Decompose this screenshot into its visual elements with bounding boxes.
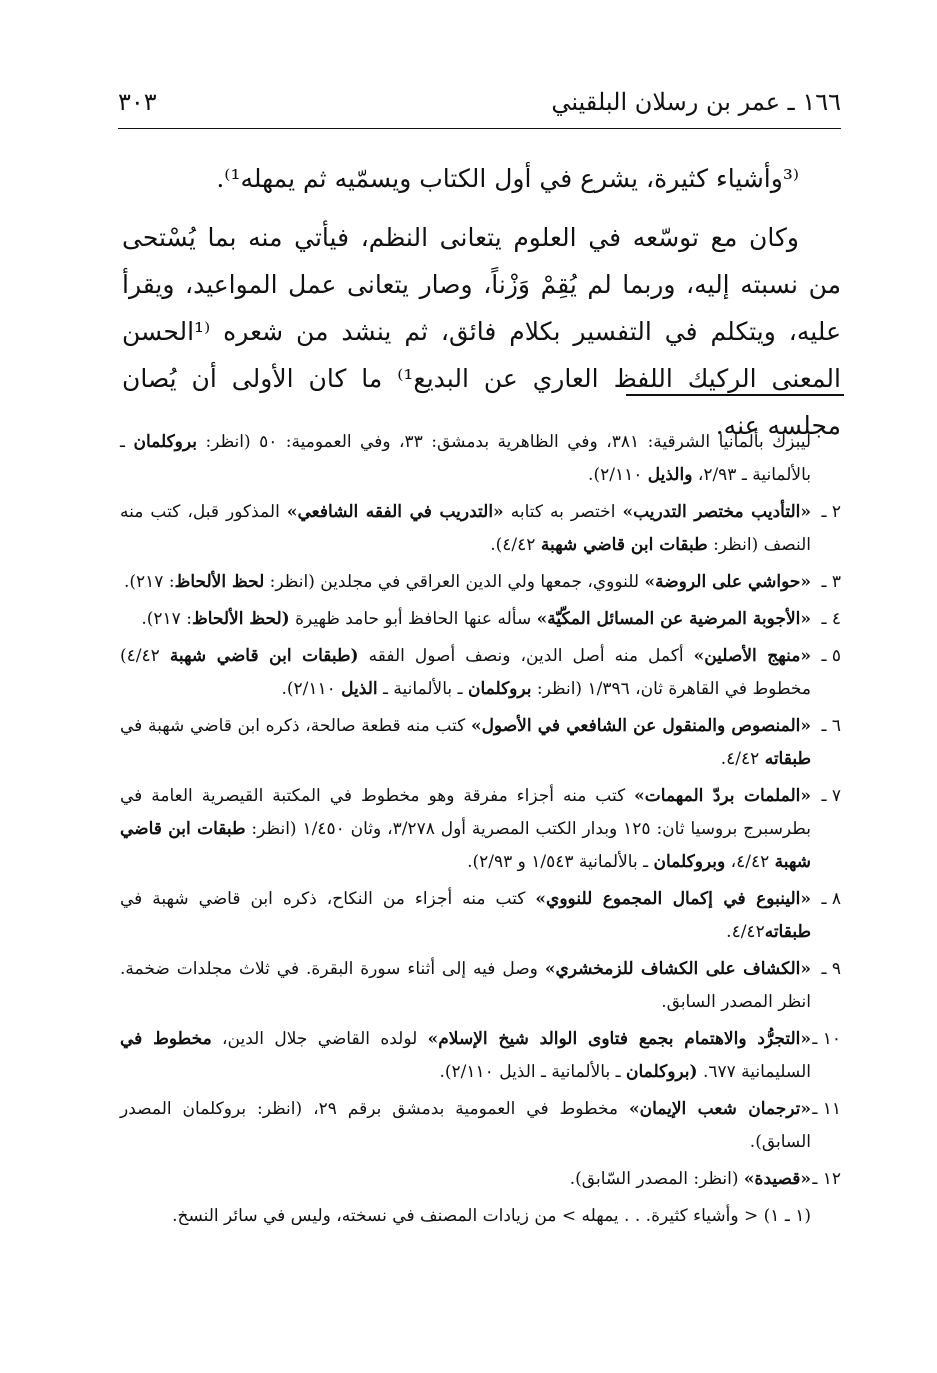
note-text: ـ بالألمانية ١/٥٤٣ و ٢/٩٣).	[467, 852, 654, 872]
note-text: لولده القاضي جلال الدين،	[211, 1029, 428, 1049]
note-text: كتب منه أجزاء مفرقة وهو مخطوط في المكتبة القيصرية العامة في بطرسبرج بروسيا ثان: ١٢٥ وبدار الكتب المصرية أول ٣/٢٧٨، وثان ١/٤٥٠ (انظر:	[120, 786, 811, 839]
note-text: : ٢١٧).	[141, 609, 192, 629]
footnote-item	[120, 603, 841, 636]
note-bold: وبروكلمان	[653, 852, 726, 872]
note-bold: لحظ الألحاظ	[174, 572, 265, 592]
footnote-item	[120, 710, 841, 776]
note-number: ٤ ـ	[821, 609, 841, 629]
note-text: : ٢١٧).	[124, 572, 175, 592]
note-bold: طبقات ابن قاضي شهبة	[540, 535, 708, 555]
footnote-item	[120, 1163, 841, 1196]
note-bold: «الينبوع في إكمال المجموع للنووي»	[535, 889, 812, 909]
note-bold: «الأجوبة المرضية عن المسائل المكّيّة»	[536, 609, 811, 629]
note-bold: «الكشاف على الكشاف للزمخشري»	[544, 959, 811, 979]
note-bold: والذيل	[647, 465, 693, 485]
note-bold: «ترجمان شعب الإيمان»	[628, 1099, 812, 1119]
note-number: ٢ ـ	[821, 502, 842, 522]
note-bold: «الملمات بردّ المهمات»	[634, 786, 812, 806]
running-title: ١٦٦ ـ عمر بن رسلان البلقيني	[551, 88, 841, 116]
note-number: ٣ ـ	[821, 572, 841, 592]
note-bold: (بروكلمان	[625, 1062, 698, 1082]
footnote-item	[120, 566, 841, 599]
note-bold: طبقات ابن قاضي شهبة	[120, 819, 811, 872]
note-bold: (لحظ الألحاظ	[191, 609, 290, 629]
note-text: ـ بالألمانية ـ ٢/٩٣،	[120, 432, 811, 485]
note-text: ٤/٤٢،	[725, 852, 775, 872]
note-text: مخطوط في العمومية بدمشق برقم ٢٩، (انظر: بروكلمان المصدر السابق).	[120, 1099, 811, 1152]
note-text: السليمانية ٦٧٧.	[697, 1062, 811, 1082]
footnote-item	[120, 640, 841, 706]
note-bold: «منهج الأصلين»	[693, 646, 811, 666]
footnotes	[120, 426, 841, 1237]
note-bold: مخطوط في	[120, 1029, 212, 1049]
footnote-item	[120, 780, 841, 879]
footnote-item	[120, 1093, 841, 1159]
note-text: ٢/١١٠).	[588, 465, 648, 485]
footnote-item	[120, 1200, 841, 1233]
note-bold: بروكلمان	[467, 679, 532, 699]
footnote-divider	[626, 394, 844, 396]
note-number: ٦ ـ	[821, 716, 841, 736]
note-bold: «قصيدة»	[743, 1169, 811, 1189]
note-text: ـ بالألمانية ـ الذيل ٢/١١٠).	[439, 1062, 626, 1082]
note-bold: (طبقات ابن قاضي شهبة	[169, 646, 359, 666]
footnote-item	[120, 1023, 841, 1089]
note-text: وصل فيه إلى أثناء سورة البقرة. في ثلاث مجلدات ضخمة. انظر المصدر السابق.	[120, 959, 811, 1012]
note-text: ـ بالألمانية ـ	[377, 679, 468, 699]
footnote-item	[120, 883, 841, 949]
note-text: للنووي، جمعها ولي الدين العراقي في مجلدين (انظر:	[264, 572, 645, 592]
note-number: ٧ ـ	[821, 786, 842, 806]
note-bold: طبقاته	[764, 749, 811, 769]
note-number: ٥ ـ	[821, 646, 841, 666]
note-bold: «حواشي على الروضة»	[644, 572, 811, 592]
note-text: ٤/٤٢).	[490, 535, 541, 555]
main-paragraph: ⁽³وأشياء كثيرة، يشرع في أول الكتاب ويسمّيه ثم يمهله¹⁾.	[216, 164, 799, 193]
note-text: (١ ـ ١) < وأشياء كثيرة. . . يمهله > من زيادات المصنف في نسخته، وليس في سائر النسخ.	[172, 1206, 811, 1226]
page-header	[118, 84, 841, 129]
note-text: اختصر به كتابه	[503, 502, 623, 522]
note-number: ١٠ ـ	[812, 1029, 841, 1049]
note-text: ٢/١١٠).	[281, 679, 342, 699]
note-text: ٤/٤٢) مخطوط في القاهرة ثان، ١/٣٩٦ (انظر:	[120, 646, 811, 699]
note-bold: «التجرُّد والاهتمام بجمع فتاوى الوالد شيخ الإسلام»	[427, 1029, 811, 1049]
main-text	[122, 155, 841, 449]
footnote-item	[120, 496, 841, 562]
note-text: ليبزك بألمانيا الشرقية: ٣٨١، وفي الظاهرية بدمشق: ٣٣، وفي العمومية: ٥٠ (انظر:	[197, 432, 812, 452]
note-text: المذكور قبل، كتب منه النصف (انظر:	[120, 502, 811, 555]
note-text: أكمل منه أصل الدين، ونصف أصول الفقه	[358, 646, 694, 666]
footnote-item	[120, 953, 841, 1019]
note-text: ٤/٤٢.	[720, 749, 765, 769]
note-bold: طبقاته	[764, 922, 811, 942]
note-text: (انظر: المصدر السّابق).	[569, 1169, 744, 1189]
note-text: كتب منه أجزاء من النكاح، ذكره ابن قاضي شهبة في	[120, 889, 536, 909]
note-bold: الذيل	[341, 679, 378, 699]
note-number: ١١ ـ	[812, 1099, 842, 1119]
note-text: ٤/٤٢.	[726, 922, 765, 942]
note-text: كتب منه قطعة صالحة، ذكره ابن قاضي شهبة في	[120, 716, 471, 736]
note-bold: بروكلمان	[133, 432, 197, 452]
note-text: سأله عنها الحافظ أبو حامد ظهيرة	[289, 609, 537, 629]
note-number: ١٢ ـ	[812, 1169, 841, 1189]
page-number: ٣٠٣	[118, 88, 157, 116]
footnote-continuation	[120, 426, 841, 492]
note-number: ٩ ـ	[821, 959, 841, 979]
note-bold: «التدريب في الفقه الشافعي»	[286, 502, 504, 522]
note-bold: «المنصوص والمنقول عن الشافعي في الأصول»	[470, 716, 811, 736]
note-number: ٨ ـ	[821, 889, 842, 909]
note-bold: «التأديب مختصر التدريب»	[622, 502, 812, 522]
main-paragraph: وكان مع توسّعه في العلوم يتعانى النظم، فيأتي منه بما يُسْتحى من نسبته إليه، وربما لم يُقِمْ وَزْناً، وصار يتعانى عمل المواعيد، ويقرأ عليه، ويتكلم في التفسير بكلام فائق، ثم ينشد من شعره ⁽¹الحسن المعنى الركيك اللفظ العاري عن البديع¹⁾ ما كان الأولى أن يُصان مجلسه عنه.	[122, 223, 842, 440]
